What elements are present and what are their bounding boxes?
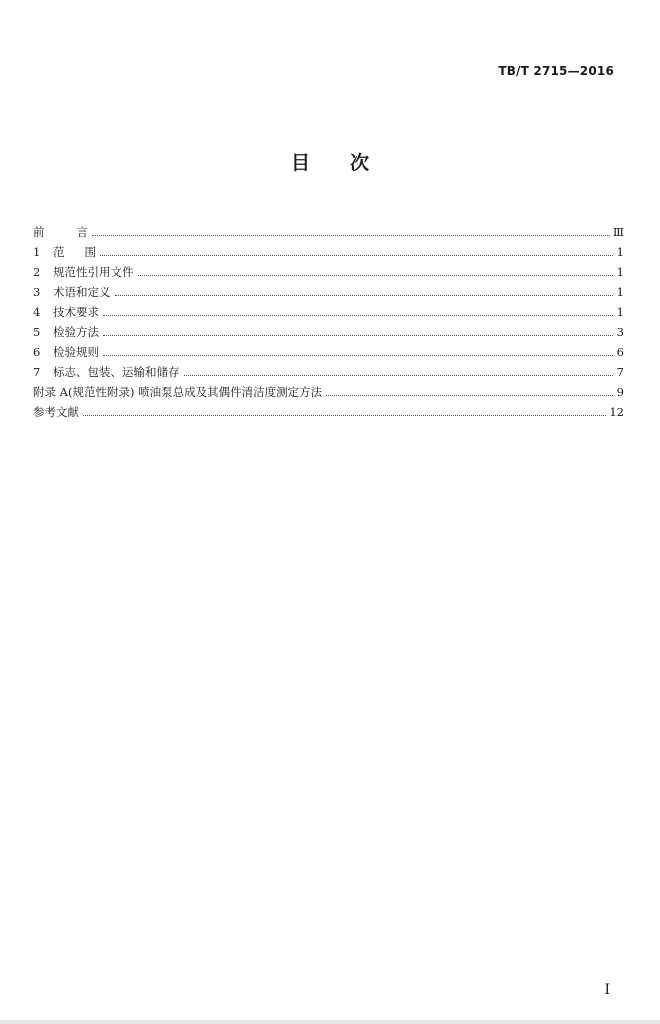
toc-entry-number: 2 [33,265,41,279]
title-char-2: 次 [350,152,370,174]
toc-entry-label: 规范性引用文件 [53,265,134,279]
toc-entry-label: 检验方法 [53,325,99,339]
toc-entry-3[interactable] [33,282,624,302]
toc-page-number: 3 [616,325,624,339]
toc-page-number: 1 [616,305,624,319]
toc-page-number: 1 [616,265,624,279]
toc-leader-dots [115,287,614,296]
toc-entry-label: 前 言 [33,225,88,239]
toc-entry-2[interactable] [33,262,624,282]
toc-entry-label: 标志、包装、运输和储存 [53,365,180,379]
toc-page-number: 7 [616,365,624,379]
toc-leader-dots [83,407,606,416]
toc-leader-dots [138,267,614,276]
toc-page-number: 1 [616,285,624,299]
page-title [0,148,660,175]
toc-entry-1[interactable] [33,242,624,262]
toc-entry-label: 参考文献 [33,405,79,419]
table-of-contents [33,222,624,422]
toc-entry-label: 范 围 [53,245,96,259]
toc-entry-foreword[interactable] [33,222,624,242]
toc-entry-number: 4 [33,305,41,319]
toc-page-number: 12 [609,405,624,419]
title-char-1: 目 [290,152,310,174]
toc-entry-references[interactable] [33,402,624,422]
toc-page-number: 6 [616,345,624,359]
toc-entry-number: 3 [33,285,41,299]
toc-entry-4[interactable] [33,302,624,322]
toc-page-number: 9 [616,385,624,399]
toc-entry-6[interactable] [33,342,624,362]
toc-entry-label: 检验规则 [53,345,99,359]
standard-number: TB/T 2715—2016 [498,64,614,78]
toc-entry-number: 7 [33,365,41,379]
toc-entry-number: 6 [33,345,41,359]
toc-entry-number: 5 [33,325,41,339]
toc-entry-label: 附录 A(规范性附录) 喷油泵总成及其偶件清洁度测定方法 [33,385,323,399]
toc-entry-7[interactable] [33,362,624,382]
toc-entry-number: 1 [33,245,41,259]
toc-leader-dots [103,347,613,356]
toc-entry-label: 术语和定义 [53,285,111,299]
toc-page-number: 1 [616,245,624,259]
page-number: I [604,982,610,998]
toc-entry-5[interactable] [33,322,624,342]
toc-leader-dots [100,247,613,256]
toc-leader-dots [326,387,613,396]
toc-leader-dots [184,367,614,376]
page-bottom-edge [0,1020,660,1024]
toc-page-number: Ⅲ [612,225,624,239]
toc-leader-dots [103,307,613,316]
toc-entry-label: 技术要求 [53,305,99,319]
toc-leader-dots [92,227,610,236]
toc-leader-dots [103,327,613,336]
toc-entry-appendix-a[interactable] [33,382,624,402]
